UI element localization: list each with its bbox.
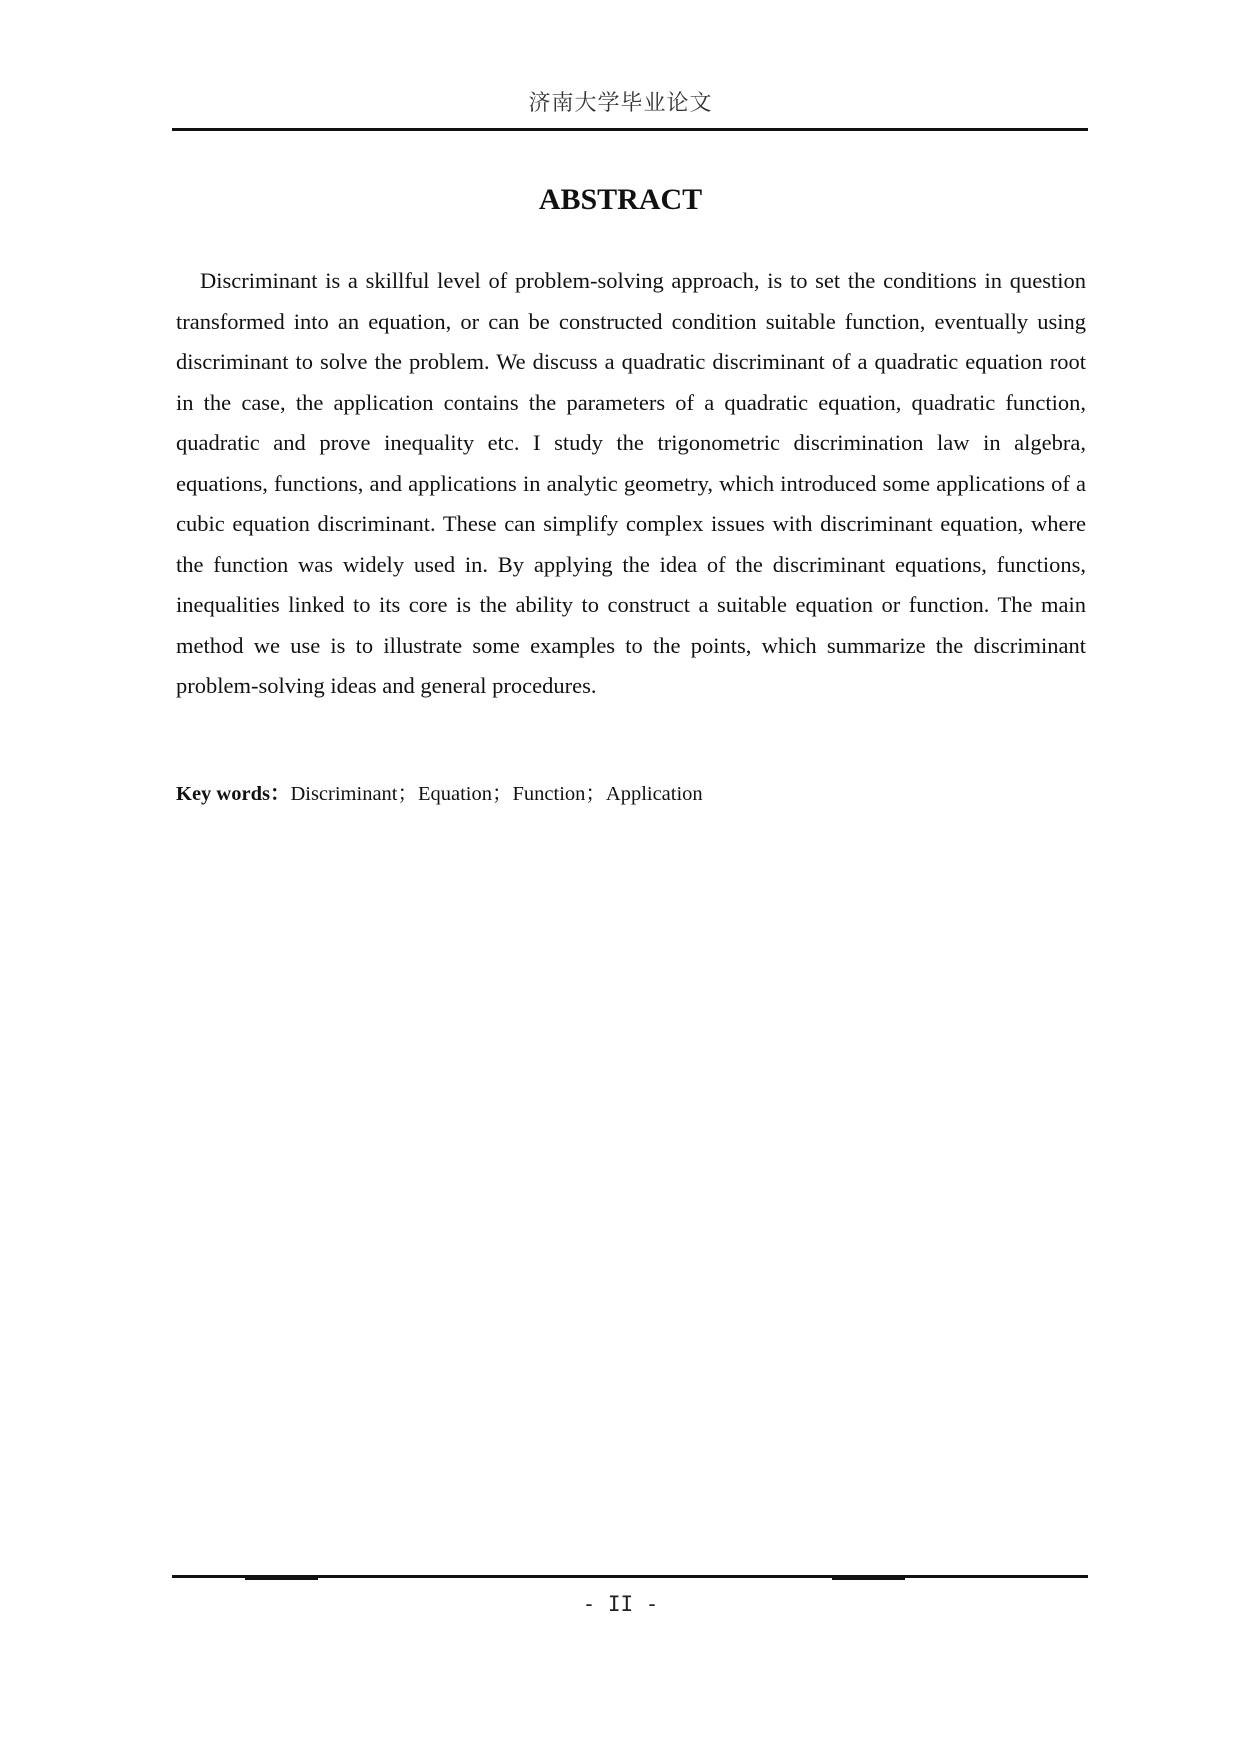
page-number: - II - — [582, 1592, 659, 1616]
keywords-line — [176, 779, 1086, 809]
footer-divider-accent-left — [245, 1578, 318, 1580]
abstract-body: Discriminant is a skillful level of problem-solving approach, is to set the conditions in question transformed into an equation, or can be constructed condition suitable function, eventually using discriminant to solve the problem. We discuss a quadratic discriminant of a quadratic equation root in the case, the application contains the parameters of a quadratic equation, quadratic function, quadratic and prove inequality etc. I study the trigonometric discrimination law in algebra, equations, functions, and applications in analytic geometry, which introduced some applications of a cubic equation discriminant. These can simplify complex issues with discriminant equation, where the function was widely used in. By applying the idea of the discriminant equations, functions, inequalities linked to its core is the ability to construct a suitable equation or function. The main method we use is to illustrate some examples to the points, which summarize the discriminant problem-solving ideas and general procedures. — [176, 268, 1086, 698]
keywords-values: Discriminant；Equation；Function；Application — [290, 783, 703, 805]
keywords-label: Key words： — [176, 783, 291, 805]
abstract-title: ABSTRACT — [538, 183, 703, 216]
header-divider — [172, 128, 1088, 131]
running-header: 济南大学毕业论文 — [528, 91, 713, 116]
footer-divider-accent-right — [832, 1578, 905, 1580]
